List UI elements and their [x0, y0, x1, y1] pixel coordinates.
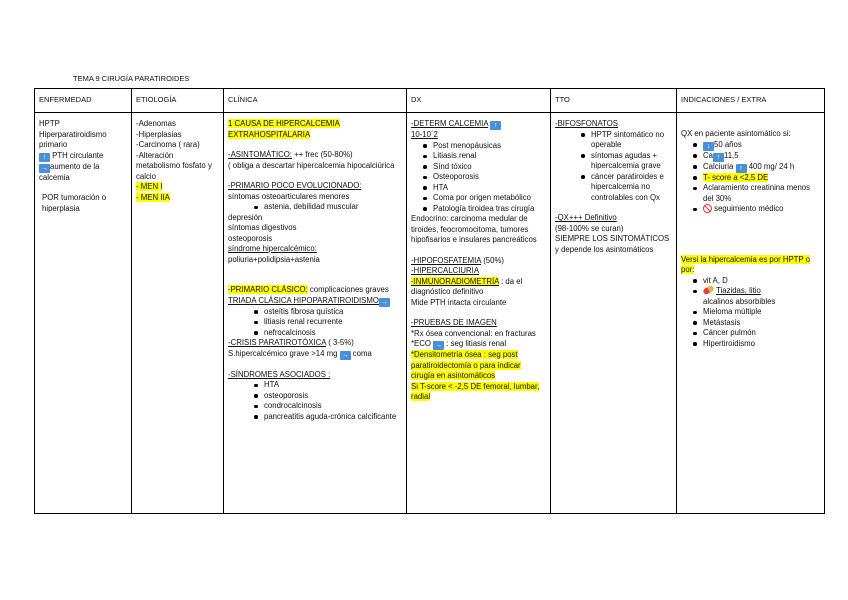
- clin-asint-note: ( obliga a descartar hipercalcemia hipocalciúrica: [228, 160, 395, 170]
- arrow-up-icon: ↑: [736, 164, 747, 173]
- clin-poco-item: astenia, debilidad muscular: [264, 202, 402, 213]
- cell-clinica: [224, 113, 407, 514]
- tto-bifos-item: HPTP sintomático no operable: [591, 130, 672, 151]
- clin-triada-item: litiasis renal recurrente: [264, 317, 402, 328]
- dx-range: 10-10´2: [411, 130, 438, 139]
- dx-inmuno: -INMUNORADIOMETRÍA: [411, 276, 499, 286]
- clin-sindrome-text: poliuria+polidipsia+astenia: [228, 254, 320, 264]
- arrow-right-icon: →: [41, 164, 48, 172]
- arrow-right-icon: →: [380, 298, 388, 306]
- page-title: TEMA 9 CIRUGÍA PARATIROIDES: [73, 74, 190, 83]
- tto-bifos-label: -BIFOSFONATOS: [555, 119, 618, 128]
- cell-dx: [407, 113, 551, 514]
- clin-crisis-text: ( 3-5%): [326, 338, 354, 347]
- arrow-up-icon: ↑: [490, 121, 501, 130]
- ind-cause: Tiazidas, litio: [716, 286, 761, 295]
- ind-item: Calciuria: [703, 161, 734, 171]
- clin-asint-label: -ASINTOMÁTICO:: [228, 150, 292, 159]
- dx-calcemia-item: HTA: [433, 183, 546, 194]
- header-etiologia: ETIOLOGÍA: [132, 89, 224, 113]
- ind-cause: Mieloma múltiple: [703, 307, 820, 318]
- dx-pruebas: -PRUEBAS DE IMAGEN: [411, 318, 497, 327]
- clin-depresion: depresión: [228, 212, 263, 222]
- enf-hiperpara: Hiperparatiroidismo primario: [39, 129, 107, 149]
- ind-item: Aclaramiento creatinina menos del 30%: [703, 183, 820, 204]
- enf-hptp: HPTP: [39, 119, 60, 128]
- dx-inmuno-text: : da el diagnóstico definitivo: [411, 276, 523, 296]
- tto-qx-label: -QX+++ Definitivo: [555, 213, 617, 222]
- clin-sindromes-item: osteoporosis: [264, 391, 402, 402]
- clin-triada-item: osteítis fibrosa quística: [264, 307, 402, 318]
- clin-sindromes-label: -SÍNDROMES ASOCIADOS :: [228, 369, 331, 379]
- ind-cause: Cáncer pulmón: [703, 328, 820, 339]
- ind-calciuria-value: 400 mg/ 24 h: [748, 161, 795, 171]
- header-clinica: CLÍNICA: [224, 89, 407, 113]
- clin-asint-text: ++ frec (50-80%): [291, 150, 353, 159]
- cell-enfermedad: [35, 113, 132, 514]
- dx-mide: Mide PTH intacta circulante: [411, 297, 507, 307]
- enf-tumoracion: POR tumoración o hiperplasia: [42, 193, 107, 213]
- enf-pth: PTH circulante: [52, 150, 104, 160]
- dx-calcemia-item: Osteoporosis: [433, 172, 546, 183]
- clin-triada-item: nefrocalcinosis: [264, 328, 402, 339]
- clin-sindromes-item: HTA: [264, 380, 402, 391]
- etio-item: -Carcinoma ( rara): [136, 140, 200, 149]
- arrow-right-icon: →: [435, 342, 443, 349]
- dx-hipofosfatemia: -HIPOFOSFATEMIA: [411, 255, 482, 265]
- dx-hipofosfatemia-pct: (50%): [481, 255, 505, 265]
- etio-item: -Alteración metabolismo fosfato y calcio: [136, 150, 212, 181]
- etio-item: -Adenomas: [136, 119, 176, 128]
- arrow-up-icon: ↑: [39, 153, 50, 162]
- ind-ca-value: 11,5: [723, 150, 739, 160]
- ind-qx-intro: QX en paciente asintomático si:: [681, 129, 791, 138]
- clin-poco-sub: síntomas osteoarticulares menores: [228, 191, 350, 201]
- ind-cause: vit A, D: [703, 276, 820, 287]
- dx-calcemia-item: Litiasis renal: [433, 151, 546, 162]
- arrow-up-icon: ↑: [713, 153, 724, 162]
- clin-poco-label: -PRIMARIO POCO EVOLUCIONADO:: [228, 181, 362, 190]
- ind-cause: Metástasis: [703, 318, 820, 329]
- tto-bifos-item: síntomas agudas + hipercalcemia grave: [591, 151, 672, 172]
- arrow-down-icon: ↓: [703, 142, 714, 151]
- dx-eco: *ECO: [411, 339, 431, 348]
- dx-tscore: Si T-score < -2,5 DE femoral, lumbar, radial: [411, 381, 540, 401]
- cell-etiologia: [132, 113, 224, 514]
- tto-qx-pct: (98-100% se curan): [555, 223, 624, 233]
- ind-versi: Versi la hipercalcemia es por HPTP o por:: [681, 254, 810, 274]
- clin-clasico-text: complicaciones graves: [307, 285, 389, 294]
- summary-table: [34, 88, 825, 514]
- ind-item: Ca: [703, 150, 713, 160]
- dx-calcemia-item: Patología tiroidea tras cirugía: [433, 204, 546, 215]
- cell-indicaciones: [677, 113, 825, 514]
- ind-item: 50 años: [714, 139, 742, 149]
- arrow-right-icon: →: [341, 351, 349, 359]
- clin-crisis-end: coma: [350, 348, 372, 358]
- ind-item: T- score a <2,5 DE: [703, 172, 769, 182]
- etio-men1: - MEN I: [136, 182, 163, 191]
- clin-triada: TRIADA CLÁSICA HIPOPARATIROIDISMO: [228, 295, 379, 305]
- clin-crisis-label: -CRISIS PARATIROTÓXICA: [228, 338, 327, 347]
- clin-sindromes-item: pancreatitis aguda-crónica calcificante: [264, 412, 402, 423]
- ind-cause: alcalinos absorbibles: [703, 296, 776, 306]
- dx-calcemia-item: Sínd tóxico: [433, 162, 546, 173]
- enf-calcemia: aumento de la calcemia: [39, 161, 100, 182]
- header-enfermedad: ENFERMEDAD: [35, 89, 132, 113]
- tto-bifos-item: cáncer paratiroides e hipercalcemia no controlables con Qx: [591, 172, 672, 204]
- dx-endocrino: Endocrino: carcinoma medular de tiroides, feocromocitoma, tumores hipofisarios e insulares pancreáticos: [411, 214, 537, 244]
- etio-men2: - MEN IIA: [136, 192, 170, 202]
- ind-cause: Hipertiroidismo: [703, 339, 820, 350]
- pill-icon: [702, 285, 715, 296]
- prohibited-icon: [703, 204, 712, 213]
- clin-clasico-label: -PRIMARIO CLÁSICO:: [228, 285, 308, 294]
- dx-eco-text: : seg litiasis renal: [444, 339, 507, 348]
- header-indicaciones: INDICACIONES / EXTRA: [677, 89, 825, 113]
- clin-osteoporosis: osteoporosis: [228, 233, 273, 243]
- etio-item: -Hiperplasias: [136, 129, 182, 139]
- dx-densitometria: *Densitometría ósea : seg post paratiroidectomía o para indicar cirugía en asintomáticos: [411, 350, 521, 380]
- clin-digestivos: síntomas digestivos: [228, 223, 297, 232]
- dx-calcemia-label: -DETERM CALCEMIA: [411, 119, 489, 128]
- content-row: [35, 113, 825, 514]
- header-tto: TTO: [551, 89, 677, 113]
- cell-tto: [551, 113, 677, 514]
- clin-crisis-note: S.hipercalcémico grave >14 mg: [228, 348, 338, 358]
- tto-siempre: SIEMPRE LOS SINTOMÁTICOS y depende los asintomáticos: [555, 234, 670, 254]
- ind-item: seguimiento médico: [714, 204, 784, 213]
- dx-calcemia-item: Post menopáusicas: [433, 141, 546, 152]
- header-row: [35, 89, 825, 113]
- clin-causa: 1 CAUSA DE HIPERCALCEMIA EXTRAHOSPITALARIA: [228, 119, 340, 139]
- header-dx: DX: [407, 89, 551, 113]
- dx-calcemia-item: Coma por origen metabólico: [433, 193, 546, 204]
- clin-sindrome: síndrome hipercalcémico:: [228, 244, 317, 253]
- dx-rx: *Rx ósea convencional: en fracturas: [411, 328, 536, 338]
- clin-sindromes-item: condrocalcinosis: [264, 401, 402, 412]
- dx-hipercalciuria: -HIPERCALCIURIA: [411, 266, 480, 275]
